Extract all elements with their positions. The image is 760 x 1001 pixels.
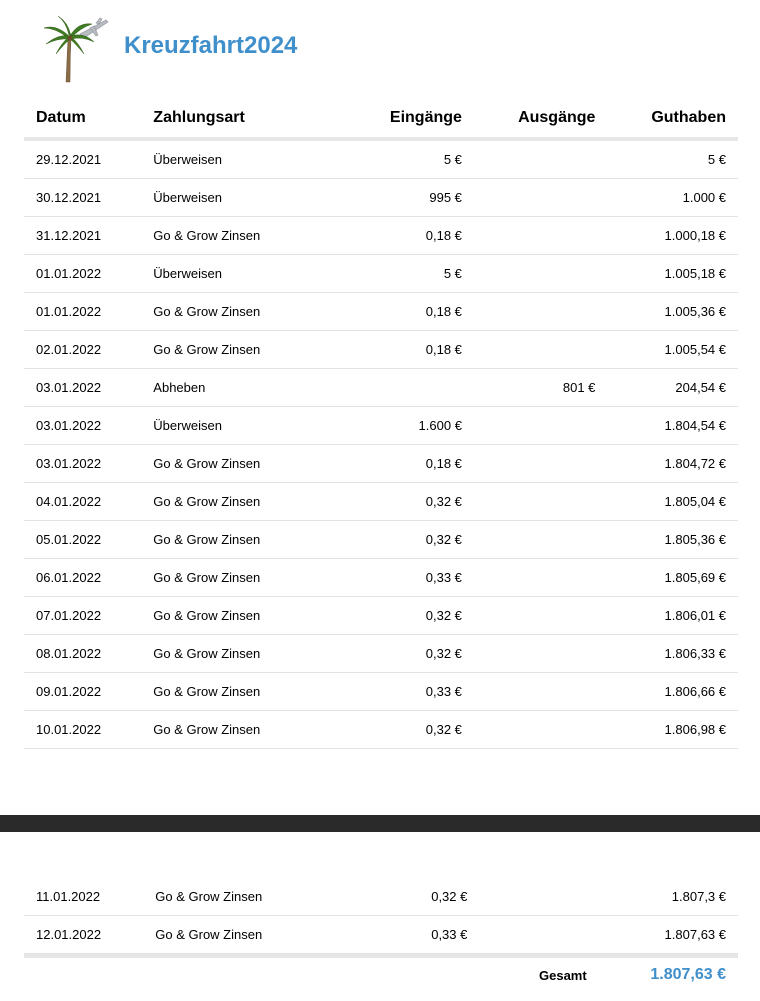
cell-zahlungsart: Go & Grow Zinsen <box>143 878 327 916</box>
cell-zahlungsart: Go & Grow Zinsen <box>141 483 321 521</box>
cell-datum: 10.01.2022 <box>24 711 141 749</box>
cell-ausgaenge <box>474 179 608 217</box>
cell-guthaben: 1.805,36 € <box>607 521 738 559</box>
cell-guthaben: 1.806,66 € <box>607 673 738 711</box>
cell-eingaenge: 0,32 € <box>321 521 474 559</box>
cell-eingaenge: 995 € <box>321 179 474 217</box>
cell-ausgaenge <box>474 407 608 445</box>
cell-ausgaenge: 801 € <box>474 369 608 407</box>
cell-eingaenge: 0,18 € <box>321 293 474 331</box>
table-row <box>24 916 738 954</box>
table-row <box>24 673 738 711</box>
cell-zahlungsart: Überweisen <box>141 255 321 293</box>
cell-guthaben: 1.000,18 € <box>607 217 738 255</box>
table-row <box>24 217 738 255</box>
table-row <box>24 521 738 559</box>
cell-datum: 06.01.2022 <box>24 559 141 597</box>
cell-ausgaenge <box>474 293 608 331</box>
cell-guthaben: 1.806,01 € <box>607 597 738 635</box>
cell-ausgaenge <box>474 521 608 559</box>
table-row <box>24 139 738 179</box>
cell-datum: 11.01.2022 <box>24 878 143 916</box>
cell-datum: 01.01.2022 <box>24 293 141 331</box>
palm-tree-airplane-icon <box>40 14 110 84</box>
cell-guthaben: 1.005,54 € <box>607 331 738 369</box>
page-break-divider <box>0 815 760 832</box>
table-row <box>24 255 738 293</box>
cell-guthaben: 1.806,98 € <box>607 711 738 749</box>
table-body <box>24 878 738 954</box>
cell-zahlungsart: Go & Grow Zinsen <box>141 635 321 673</box>
table-row <box>24 407 738 445</box>
cell-eingaenge: 0,32 € <box>327 878 480 916</box>
cell-ausgaenge <box>474 331 608 369</box>
cell-eingaenge: 0,32 € <box>321 483 474 521</box>
cell-guthaben: 1.005,36 € <box>607 293 738 331</box>
cell-ausgaenge <box>474 673 608 711</box>
cell-ausgaenge <box>479 916 606 954</box>
cell-ausgaenge <box>474 255 608 293</box>
cell-ausgaenge <box>474 445 608 483</box>
cell-eingaenge: 5 € <box>321 255 474 293</box>
cell-datum: 02.01.2022 <box>24 331 141 369</box>
cell-ausgaenge <box>474 597 608 635</box>
cell-datum: 30.12.2021 <box>24 179 141 217</box>
table-row <box>24 179 738 217</box>
cell-ausgaenge <box>474 483 608 521</box>
table-row <box>24 369 738 407</box>
cell-zahlungsart: Go & Grow Zinsen <box>141 673 321 711</box>
cell-ausgaenge <box>474 559 608 597</box>
cell-guthaben: 1.804,72 € <box>607 445 738 483</box>
cell-guthaben: 204,54 € <box>607 369 738 407</box>
cell-datum: 03.01.2022 <box>24 407 141 445</box>
cell-zahlungsart: Abheben <box>141 369 321 407</box>
cell-eingaenge <box>321 369 474 407</box>
cell-zahlungsart: Go & Grow Zinsen <box>141 559 321 597</box>
cell-guthaben: 1.000 € <box>607 179 738 217</box>
cell-eingaenge: 0,18 € <box>321 445 474 483</box>
cell-datum: 29.12.2021 <box>24 139 141 179</box>
cell-eingaenge: 0,18 € <box>321 331 474 369</box>
cell-eingaenge: 0,18 € <box>321 217 474 255</box>
cell-datum: 03.01.2022 <box>24 445 141 483</box>
page-title: Kreuzfahrt2024 <box>124 32 298 59</box>
cell-guthaben: 1.804,54 € <box>607 407 738 445</box>
cell-zahlungsart: Go & Grow Zinsen <box>141 293 321 331</box>
cell-zahlungsart: Überweisen <box>141 407 321 445</box>
cell-guthaben: 1.807,3 € <box>607 878 738 916</box>
cell-ausgaenge <box>479 878 606 916</box>
cell-zahlungsart: Go & Grow Zinsen <box>143 916 327 954</box>
table-row <box>24 711 738 749</box>
cell-guthaben: 1.805,69 € <box>607 559 738 597</box>
cell-datum: 04.01.2022 <box>24 483 141 521</box>
table-row <box>24 331 738 369</box>
cell-zahlungsart: Go & Grow Zinsen <box>141 217 321 255</box>
column-header-eingaenge: Eingänge <box>321 99 474 139</box>
table-row <box>24 635 738 673</box>
cell-guthaben: 1.805,04 € <box>607 483 738 521</box>
table-row <box>24 445 738 483</box>
table-row <box>24 597 738 635</box>
table-body <box>24 139 738 749</box>
cell-eingaenge: 0,33 € <box>321 559 474 597</box>
table-row <box>24 483 738 521</box>
cell-eingaenge: 0,33 € <box>321 673 474 711</box>
cell-zahlungsart: Go & Grow Zinsen <box>141 597 321 635</box>
cell-guthaben: 1.005,18 € <box>607 255 738 293</box>
cell-eingaenge: 0,32 € <box>321 635 474 673</box>
cell-zahlungsart: Überweisen <box>141 139 321 179</box>
cell-zahlungsart: Go & Grow Zinsen <box>141 711 321 749</box>
cell-datum: 03.01.2022 <box>24 369 141 407</box>
cell-eingaenge: 5 € <box>321 139 474 179</box>
report-header <box>40 14 440 84</box>
cell-datum: 09.01.2022 <box>24 673 141 711</box>
column-header-datum: Datum <box>24 99 141 139</box>
cell-zahlungsart: Go & Grow Zinsen <box>141 521 321 559</box>
table-row <box>24 293 738 331</box>
transactions-table-continued <box>24 878 738 954</box>
transactions-table <box>24 99 738 749</box>
cell-eingaenge: 0,32 € <box>321 711 474 749</box>
cell-eingaenge: 0,32 € <box>321 597 474 635</box>
cell-guthaben: 1.806,33 € <box>607 635 738 673</box>
total-value: 1.807,63 € <box>650 966 726 983</box>
column-header-guthaben: Guthaben <box>607 99 738 139</box>
cell-guthaben: 1.807,63 € <box>607 916 738 954</box>
cell-zahlungsart: Go & Grow Zinsen <box>141 445 321 483</box>
cell-ausgaenge <box>474 635 608 673</box>
cell-datum: 08.01.2022 <box>24 635 141 673</box>
cell-zahlungsart: Überweisen <box>141 179 321 217</box>
cell-datum: 31.12.2021 <box>24 217 141 255</box>
table-row <box>24 878 738 916</box>
column-header-ausgaenge: Ausgänge <box>474 99 608 139</box>
column-header-zahlungsart: Zahlungsart <box>141 99 321 139</box>
table-row <box>24 559 738 597</box>
cell-ausgaenge <box>474 217 608 255</box>
cell-guthaben: 5 € <box>607 139 738 179</box>
cell-zahlungsart: Go & Grow Zinsen <box>141 331 321 369</box>
total-label: Gesamt <box>539 968 587 983</box>
cell-ausgaenge <box>474 711 608 749</box>
cell-eingaenge: 1.600 € <box>321 407 474 445</box>
cell-ausgaenge <box>474 139 608 179</box>
cell-datum: 05.01.2022 <box>24 521 141 559</box>
cell-datum: 07.01.2022 <box>24 597 141 635</box>
cell-eingaenge: 0,33 € <box>327 916 480 954</box>
total-divider <box>24 954 738 958</box>
cell-datum: 01.01.2022 <box>24 255 141 293</box>
table-header-row <box>24 99 738 139</box>
cell-datum: 12.01.2022 <box>24 916 143 954</box>
